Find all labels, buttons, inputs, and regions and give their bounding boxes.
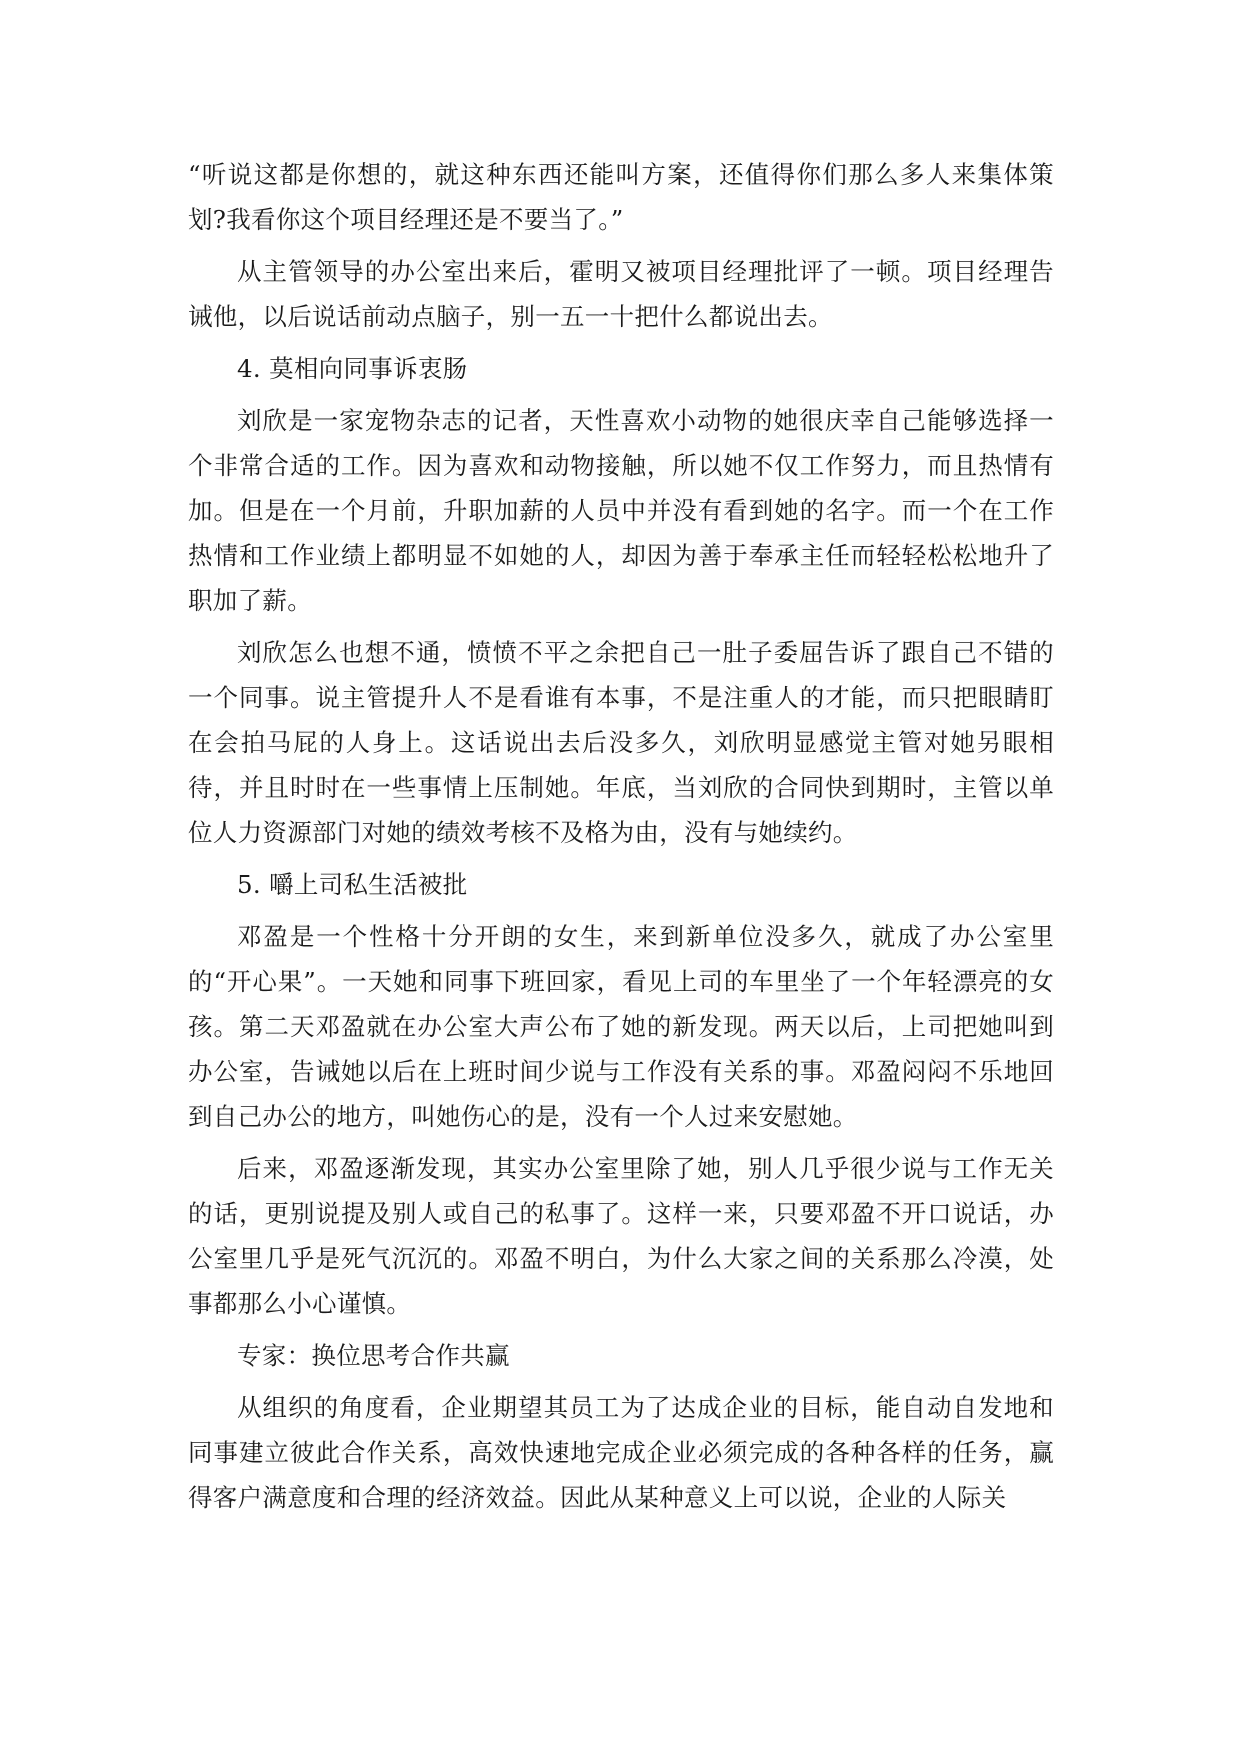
- paragraph-expert: 从组织的角度看，企业期望其员工为了达成企业的目标，能自动自发地和同事建立彼此合作关系，高效快速地完成企业必须完成的各种各样的任务，赢得客户满意度和合理的经济效益。因此从某种意义上可以说，企业的人际关: [188, 1393, 1054, 1512]
- paragraph-huoming: 从主管领导的办公室出来后，霍明又被项目经理批评了一顿。项目经理告诫他，以后说话前动点脑子，别一五一十把什么都说出去。: [188, 257, 1054, 331]
- paragraph-dengying-2: 后来，邓盈逐渐发现，其实办公室里除了她，别人几乎很少说与工作无关的话，更别说提及别人或自己的私事了。这样一来，只要邓盈不开口说话，办公室里几乎是死气沉沉的。邓盈不明白，为什么大家之间的关系那么冷漠，处事都那么小心谨慎。: [188, 1154, 1054, 1318]
- section-heading-5: 5. 嚼上司私生活被批: [237, 870, 468, 899]
- paragraph-dengying-1: 邓盈是一个性格十分开朗的女生，来到新单位没多久，就成了办公室里的“开心果”。一天她和同事下班回家，看见上司的车里坐了一个年轻漂亮的女孩。第二天邓盈就在办公室大声公布了她的新发现。两天以后，上司把她叫到办公室，告诫她以后在上班时间少说与工作没有关系的事。邓盈闷闷不乐地回到自己办公的地方，叫她伤心的是，没有一个人过来安慰她。: [188, 922, 1054, 1131]
- paragraph-liuxin-2: 刘欣怎么也想不通，愤愤不平之余把自己一肚子委屈告诉了跟自己不错的一个同事。说主管提升人不是看谁有本事，不是注重人的才能，而只把眼睛盯在会拍马屁的人身上。这话说出去后没多久，刘欣明显感觉主管对她另眼相待，并且时时在一些事情上压制她。年底，当刘欣的合同快到期时，主管以单位人力资源部门对她的绩效考核不及格为由，没有与她续约。: [188, 638, 1054, 847]
- section-heading-4: 4. 莫相向同事诉衷肠: [237, 354, 468, 383]
- section-heading-expert: 专家：换位思考合作共赢: [237, 1341, 510, 1370]
- paragraph-liuxin-1: 刘欣是一家宠物杂志的记者，天性喜欢小动物的她很庆幸自己能够选择一个非常合适的工作。因为喜欢和动物接触，所以她不仅工作努力，而且热情有加。但是在一个月前，升职加薪的人员中并没有看到她的名字。而一个在工作热情和工作业绩上都明显不如她的人，却因为善于奉承主任而轻轻松松地升了职加了薪。: [188, 406, 1054, 615]
- document-body: [188, 152, 1054, 1527]
- paragraph-quote: “听说这都是你想的，就这种东西还能叫方案，还值得你们那么多人来集体策划?我看你这个项目经理还是不要当了。”: [188, 160, 1054, 234]
